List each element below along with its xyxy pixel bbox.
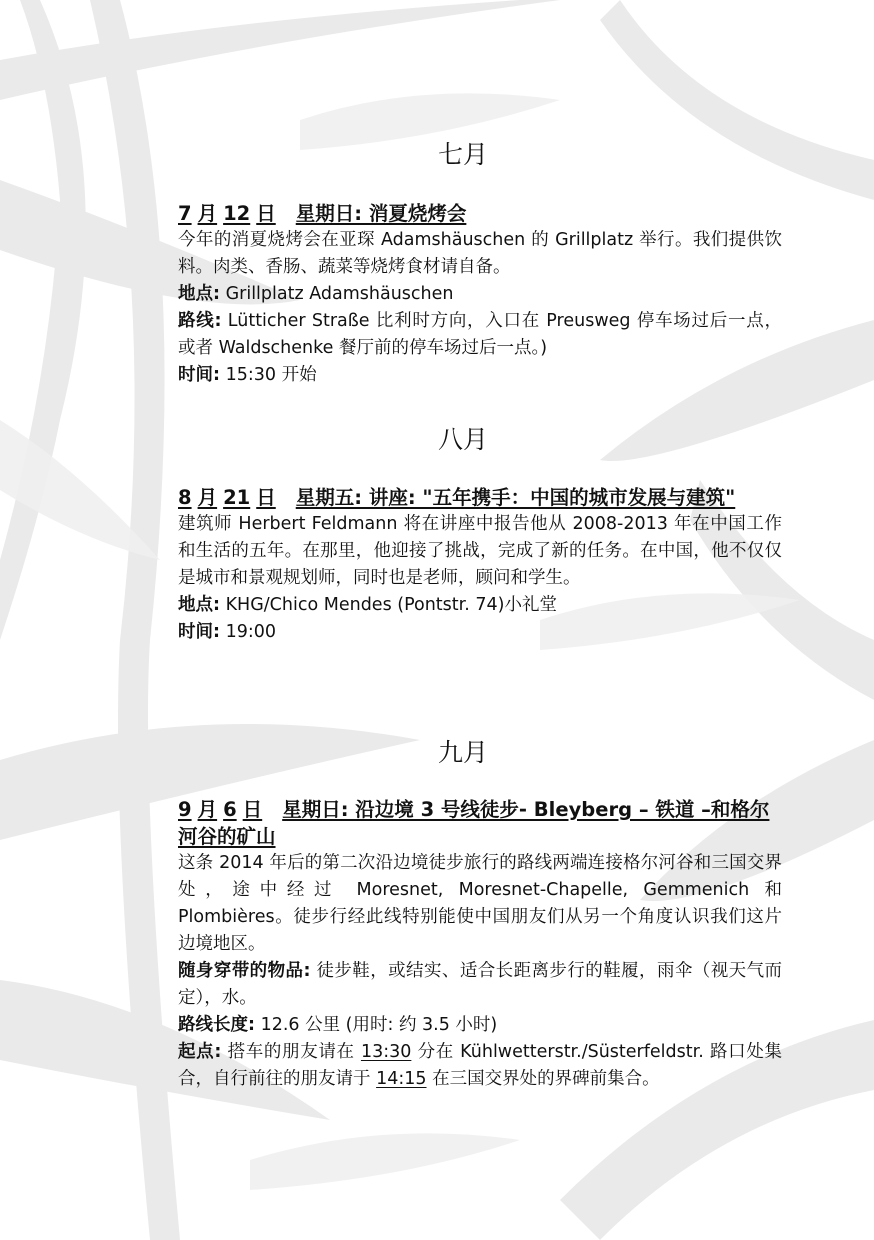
time-label: 时间: (178, 365, 220, 385)
event-time (178, 362, 782, 389)
route-value: Lütticher Straße 比利时方向，入口在 Preusweg 停车场过后一点，或者 Waldschenke 餐厅前的停车场过后一点。) (178, 311, 782, 358)
event-august (178, 484, 782, 646)
location-label: 地点: (178, 284, 220, 304)
event-title-text: 星期五: 讲座: "五年携手：中国的城市发展与建筑" (295, 486, 736, 509)
date-day-char: 日 (242, 798, 263, 821)
location-value: KHG/Chico Mendes (Pontstr. 74)小礼堂 (225, 595, 557, 615)
date-day-char: 日 (256, 202, 276, 225)
event-title-text: 星期日: 消夏烧烤会 (295, 202, 467, 225)
date-month-number: 9 (178, 798, 192, 821)
month-heading-september: 九月 (437, 738, 488, 767)
event-title-text: 星期日: 沿边境 3 号线徒步- Bleyberg – 铁道 –和格尔河谷的矿山 (178, 798, 770, 848)
time-value: 19:00 (225, 622, 277, 642)
event-title (178, 796, 782, 850)
date-day-char: 日 (256, 486, 276, 509)
date-day-number: 12 (223, 202, 251, 225)
start-time-carpool: 13:30 (360, 1042, 412, 1062)
location-value: Grillplatz Adamshäuschen (225, 284, 454, 304)
event-start (178, 1039, 782, 1093)
event-september (178, 796, 782, 1093)
event-items (178, 958, 782, 1012)
length-label: 路线长度: (178, 1015, 255, 1035)
date-month-char: 月 (197, 798, 218, 821)
start-label: 起点: (178, 1042, 222, 1062)
items-label: 随身穿带的物品: (178, 961, 311, 981)
event-description: 这条 2014 年后的第二次沿边境徒步旅行的路线两端连接格尔河谷和三国交界处，途中经过 Moresnet, Moresnet-Chapelle, Gemmenich 和 Plombières。徒步行经此线特别能使中国朋友们从另一个角度认识我们这片边境地区。 (178, 853, 782, 954)
event-time (178, 619, 782, 646)
date-month-number: 8 (178, 486, 192, 509)
length-value: 12.6 公里 (用时: 约 3.5 小时) (260, 1015, 498, 1035)
event-description: 建筑师 Herbert Feldmann 将在讲座中报告他从 2008-2013 年在中国工作和生活的五年。在那里，他迎接了挑战，完成了新的任务。在中国，他不仅仅是城市和景观规划师，同时也是老师，顾问和学生。 (178, 514, 782, 588)
date-day-number: 21 (223, 486, 251, 509)
event-location (178, 592, 782, 619)
event-title (178, 200, 782, 227)
start-text-2: 分在 Kühlwetterstr./Süsterfeldstr. 路口处集合，自行前往的朋友请于 (178, 1042, 782, 1089)
route-label: 路线: (178, 311, 222, 331)
time-label: 时间: (178, 622, 220, 642)
event-july (178, 200, 782, 389)
event-length (178, 1012, 782, 1039)
event-title (178, 484, 782, 511)
location-label: 地点: (178, 595, 220, 615)
date-month-char: 月 (197, 202, 218, 225)
date-month-char: 月 (197, 486, 218, 509)
date-day-number: 6 (223, 798, 237, 821)
time-value: 15:30 开始 (225, 365, 317, 385)
month-heading-august: 八月 (437, 425, 488, 454)
event-location (178, 281, 782, 308)
month-heading-july: 七月 (437, 140, 488, 169)
event-route (178, 308, 782, 362)
start-text-1: 搭车的朋友请在 (227, 1042, 355, 1062)
start-time-self: 14:15 (376, 1069, 427, 1089)
items-value: 徒步鞋，或结实、适合长距离步行的鞋履，雨伞（视天气而定），水。 (178, 961, 782, 1008)
start-text-3: 在三国交界处的界碑前集合。 (432, 1069, 660, 1089)
date-month-number: 7 (178, 202, 192, 225)
event-description: 今年的消夏烧烤会在亚琛 Adamshäuschen 的 Grillplatz 举行。我们提供饮料。肉类、香肠、蔬菜等烧烤食材请自备。 (178, 230, 782, 277)
